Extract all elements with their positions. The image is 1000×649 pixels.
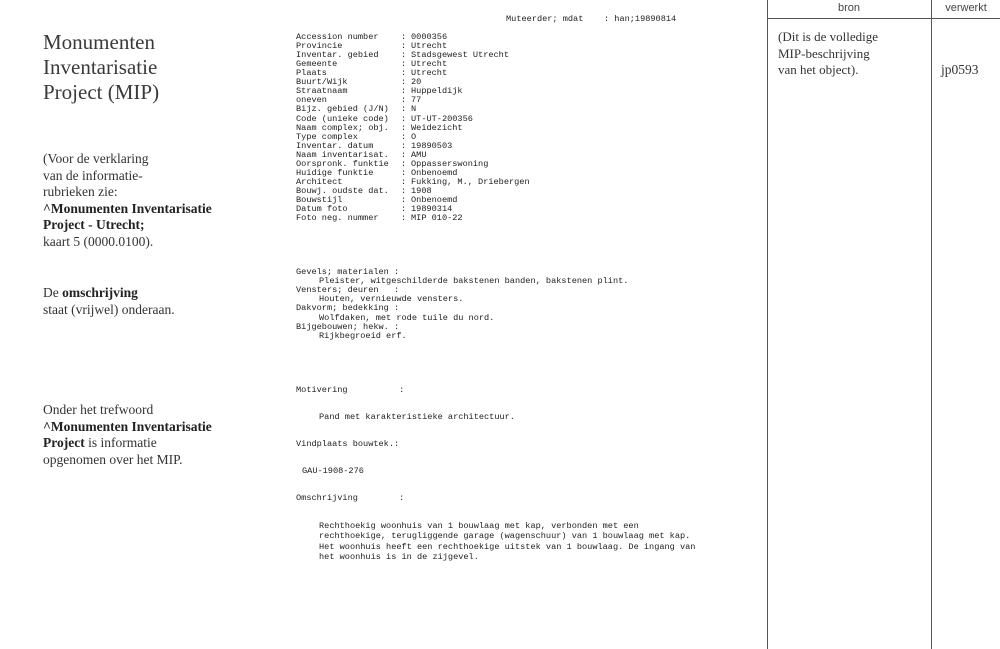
- field-value: N: [411, 104, 417, 115]
- field-label: Huidige funktie: [296, 167, 374, 178]
- record-field: [296, 214, 766, 223]
- field-value: Fukking, M., Driebergen: [411, 176, 530, 187]
- title-line: Project (MIP): [43, 80, 160, 104]
- record-field: [296, 169, 766, 178]
- page-title: [43, 30, 263, 105]
- field-value: Weidezicht: [411, 122, 463, 133]
- field-colon: :: [401, 149, 407, 160]
- section-label: Dakvorm; bedekking :: [296, 303, 400, 314]
- field-value: 77: [411, 95, 422, 106]
- record-field: [296, 124, 766, 133]
- description-note: [43, 285, 258, 318]
- field-colon: :: [401, 41, 407, 52]
- omschrijving-line: het woonhuis is in de zijgevel.: [319, 552, 479, 563]
- section-label: Vensters; deuren :: [296, 285, 400, 296]
- omschrijving-text: [296, 522, 766, 564]
- field-colon: :: [401, 86, 407, 97]
- note-line: (Dit is de volledige: [778, 29, 879, 44]
- field-label: Plaats: [296, 68, 327, 79]
- field-colon: :: [401, 113, 407, 124]
- title-line: Monumenten: [43, 30, 155, 54]
- field-value: 1908: [411, 185, 432, 196]
- field-value: Utrecht: [411, 59, 448, 70]
- vindplaats-value: GAU-1908-276: [302, 466, 364, 477]
- field-value: UT-UT-200356: [411, 113, 473, 124]
- omschrijving-label: Omschrijving :: [296, 493, 405, 504]
- section-label: Gevels; materialen :: [296, 267, 400, 278]
- section-value: Rijkbegroeid erf.: [319, 330, 407, 341]
- field-colon: :: [401, 194, 407, 205]
- record-field: [296, 196, 766, 205]
- field-colon: :: [401, 122, 407, 133]
- motivering-value: Pand met karakteristieke architectuur.: [319, 411, 515, 422]
- note-line: opgenomen over het MIP.: [43, 451, 183, 467]
- field-value: MIP 010-22: [411, 213, 463, 224]
- record-fields: [296, 33, 766, 223]
- field-colon: :: [401, 158, 407, 169]
- note-line: De omschrijving: [43, 285, 138, 300]
- field-label: Datum foto: [296, 203, 348, 214]
- margin-panel: [767, 0, 1000, 649]
- field-label: Foto neg. nummer: [296, 213, 379, 224]
- muteerder-field: Muteerder; mdat : han;19890814: [506, 14, 677, 24]
- field-label: Bouwstijl: [296, 194, 343, 205]
- field-label: Inventar. datum: [296, 140, 374, 151]
- omschrijving-line: Rechthoekig woonhuis van 1 bouwlaag met kap, verbonden met een: [319, 520, 639, 531]
- note-line: MIP-beschrijving: [778, 45, 870, 61]
- note-line: kaart 5 (0000.0100).: [43, 233, 154, 249]
- divider: [767, 18, 1000, 19]
- field-colon: :: [401, 104, 407, 115]
- record-field: [296, 60, 766, 69]
- field-colon: :: [401, 59, 407, 70]
- field-colon: :: [401, 32, 407, 43]
- field-value: Oppasserswoning: [411, 158, 489, 169]
- field-colon: :: [401, 185, 407, 196]
- note-line: Onder het trefwoord: [43, 402, 154, 417]
- field-label: Architect: [296, 176, 343, 187]
- field-value: Utrecht: [411, 68, 448, 79]
- section-label: Bijgebouwen; hekw. :: [296, 321, 400, 332]
- field-label: Naam inventarisat.: [296, 149, 389, 160]
- record-field: [296, 51, 766, 60]
- divider: [931, 0, 932, 649]
- field-value: Huppeldijk: [411, 86, 463, 97]
- field-label: Bijz. gebied (J/N): [296, 104, 389, 115]
- field-colon: :: [401, 131, 407, 142]
- field-value: O: [411, 131, 417, 142]
- vindplaats-label: Vindplaats bouwtek.:: [296, 439, 400, 450]
- note-line: van het object).: [778, 62, 859, 77]
- divider: [767, 0, 768, 649]
- section-value: Wolfdaken, met rode tuile du nord.: [319, 312, 495, 323]
- field-colon: :: [401, 50, 407, 61]
- keyword-note: [43, 402, 258, 468]
- field-value: Utrecht: [411, 41, 448, 52]
- header-verwerkt: verwerkt: [945, 2, 987, 14]
- note-line: rubrieken zie:: [43, 184, 118, 199]
- field-value: Onbenoemd: [411, 194, 458, 205]
- reference-title: Project - Utrecht;: [43, 217, 145, 232]
- field-value: Stadsgewest Utrecht: [411, 50, 509, 61]
- field-colon: :: [401, 68, 407, 79]
- field-colon: :: [401, 95, 407, 106]
- record-card: [296, 15, 766, 573]
- field-label: Oorspronk. funktie: [296, 158, 389, 169]
- section-value: Pleister, witgeschilderde bakstenen banden, bakstenen plint.: [319, 276, 629, 287]
- field-label: Naam complex; obj.: [296, 122, 389, 133]
- note-line: van de informatie-: [43, 167, 143, 183]
- field-value: 20: [411, 77, 422, 88]
- field-value: 19890503: [411, 140, 453, 151]
- field-label: Straatnaam: [296, 86, 348, 97]
- note-line: Project is informatie: [43, 435, 157, 450]
- omschrijving-line: Het woonhuis heeft een rechthoekige uitstek van 1 bouwlaag. De ingang van: [319, 541, 696, 552]
- field-label: oneven: [296, 95, 327, 106]
- field-colon: :: [401, 213, 407, 224]
- record-field: [296, 78, 766, 87]
- field-label: Code (unieke code): [296, 113, 389, 124]
- field-colon: :: [401, 77, 407, 88]
- header-bron: bron: [837, 2, 861, 14]
- field-label: Inventar. gebied: [296, 50, 379, 61]
- reference-title: ^Monumenten Inventarisatie: [43, 200, 212, 216]
- field-value: AMU: [411, 149, 427, 160]
- note-line: (Voor de verklaring: [43, 151, 149, 166]
- field-colon: :: [401, 140, 407, 151]
- processed-code: jp0593: [941, 62, 979, 77]
- field-label: Provincie: [296, 41, 343, 52]
- record-sections: [296, 268, 766, 340]
- note-line: staat (vrijwel) onderaan.: [43, 301, 175, 317]
- field-colon: :: [401, 203, 407, 214]
- field-value: 0000356: [411, 32, 448, 43]
- field-colon: :: [401, 176, 407, 187]
- field-label: Bouwj. oudste dat.: [296, 185, 389, 196]
- field-label: Gemeente: [296, 59, 338, 70]
- omschrijving-line: rechthoekige, terugliggende garage (wagenschuur) van 1 bouwlaag met kap.: [319, 531, 691, 542]
- title-line: Inventarisatie: [43, 55, 158, 79]
- motivering-label: Motivering :: [296, 384, 405, 395]
- field-label: Buurt/Wijk: [296, 77, 348, 88]
- field-colon: :: [401, 167, 407, 178]
- record-field: [296, 69, 766, 78]
- source-note: [778, 29, 918, 79]
- explanation-note: [43, 151, 258, 250]
- reference-title: ^Monumenten Inventarisatie: [43, 418, 212, 434]
- record-field: [296, 33, 766, 42]
- field-value: Onbenoemd: [411, 167, 458, 178]
- record-field: [296, 87, 766, 96]
- record-field: [296, 187, 766, 196]
- field-label: Type complex: [296, 131, 358, 142]
- field-label: Accession number: [296, 32, 379, 43]
- section-value: Houten, vernieuwde vensters.: [319, 294, 464, 305]
- field-value: 19890314: [411, 203, 453, 214]
